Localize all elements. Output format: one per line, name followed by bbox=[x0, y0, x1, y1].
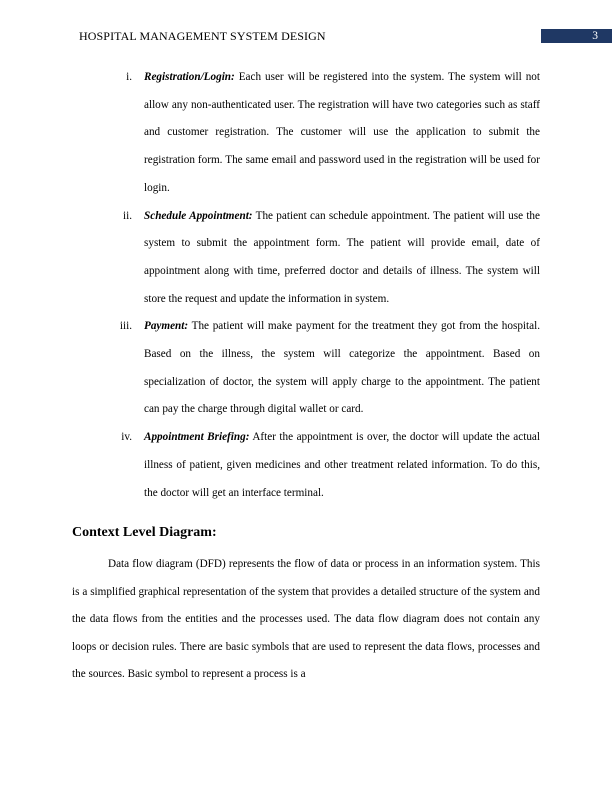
list-item-payment bbox=[119, 313, 540, 424]
item-text: Each user will be registered into the system. The system will not allow any non-authenticated user. The registration will have two categories such as staff and customer registration. The customer will use the application to submit the registration form. The same email and password used in the registration will be used for login. bbox=[144, 71, 540, 194]
section-heading: Context Level Diagram: bbox=[72, 525, 217, 540]
list-marker: ii. bbox=[122, 209, 132, 222]
item-text: The patient will make payment for the treatment they got from the hospital. Based on the illness, the system will categorize the appointment. Based on specialization of doctor, the system will apply charge to the appointment. The patient can pay the charge through digital wallet or card. bbox=[144, 320, 540, 416]
feature-list bbox=[0, 64, 612, 507]
list-item-appointment-briefing bbox=[121, 424, 540, 507]
list-item-schedule-appointment bbox=[122, 203, 540, 314]
item-title: Payment: bbox=[144, 320, 189, 333]
body-paragraph: Data flow diagram (DFD) represents the flow of data or process in an information system. This is a simplified graphical representation of the system that provides a detailed structure of the system and the data flows from the entities and the processes used. The data flow diagram does not contain any loops or decision rules. There are basic symbols that are used to represent the data flows, processes and the sources. Basic symbol to represent a process is a bbox=[72, 558, 540, 681]
list-marker: iv. bbox=[121, 431, 132, 444]
item-text: After the appointment is over, the doctor will update the actual illness of patient, given medicines and other treatment related information. To do this, the doctor will get an interface terminal. bbox=[144, 431, 540, 499]
list-item-registration bbox=[126, 64, 540, 203]
item-title: Registration/Login: bbox=[144, 71, 235, 83]
item-title: Appointment Briefing: bbox=[144, 431, 250, 444]
list-marker: i. bbox=[126, 71, 132, 83]
list-marker: iii. bbox=[119, 320, 132, 333]
item-text: The patient can schedule appointment. The patient will use the system to submit the appointment form. The patient will provide email, date of appointment along with time, preferred doctor and details of illness. The system will store the request and update the information in system. bbox=[144, 209, 540, 305]
running-head: HOSPITAL MANAGEMENT SYSTEM DESIGN bbox=[79, 29, 326, 43]
item-title: Schedule Appointment: bbox=[144, 209, 253, 222]
page-number: 3 bbox=[541, 29, 612, 43]
